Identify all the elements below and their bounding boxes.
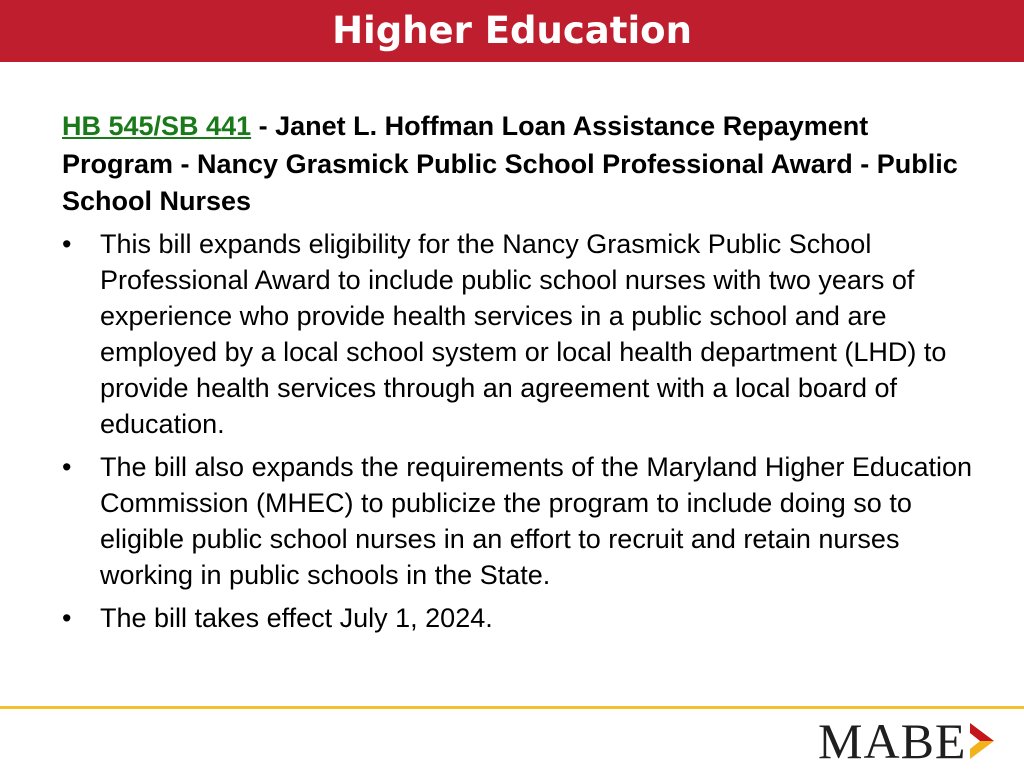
bill-link[interactable]: HB 545/SB 441: [62, 111, 252, 141]
footer-divider: [0, 706, 1024, 709]
mabe-logo: [818, 714, 996, 768]
bullet-item: [62, 600, 982, 636]
bullet-item: [62, 449, 982, 593]
bullet-text: This bill expands eligibility for the Nancy Grasmick Public School Professional Award to include public school nurses with two years of experience who provide health services in a public school and are employed by a local school system or local health department (LHD) to provide health services through an agreement with a local board of education.: [100, 228, 947, 439]
logo-text: MABE: [818, 713, 967, 769]
bullet-dot-icon: •: [62, 602, 72, 633]
bullet-list: [62, 226, 982, 636]
title-bar: [0, 0, 1024, 62]
logo-arrow-icon: [968, 721, 996, 761]
slide-content: [62, 108, 982, 643]
bullet-dot-icon: •: [62, 451, 72, 482]
logo-arrow-red: [970, 723, 994, 741]
bullet-text: The bill also expands the requirements of the Maryland Higher Education Commission (MHEC) to publicize the program to include doing so to eligible public school nurses in an effort to recruit and retain nurses working in public schools in the State.: [100, 451, 972, 590]
bill-heading: [62, 108, 982, 221]
bullet-text: The bill takes effect July 1, 2024.: [100, 602, 493, 633]
logo-arrow-gold: [970, 741, 994, 759]
page-title: Higher Education: [332, 8, 692, 52]
bill-title: - Janet L. Hoffman Loan Assistance Repayment Program - Nancy Grasmick Public School Professional Award - Public School Nurses: [62, 111, 958, 216]
bullet-dot-icon: •: [62, 228, 72, 259]
bullet-item: [62, 226, 982, 442]
